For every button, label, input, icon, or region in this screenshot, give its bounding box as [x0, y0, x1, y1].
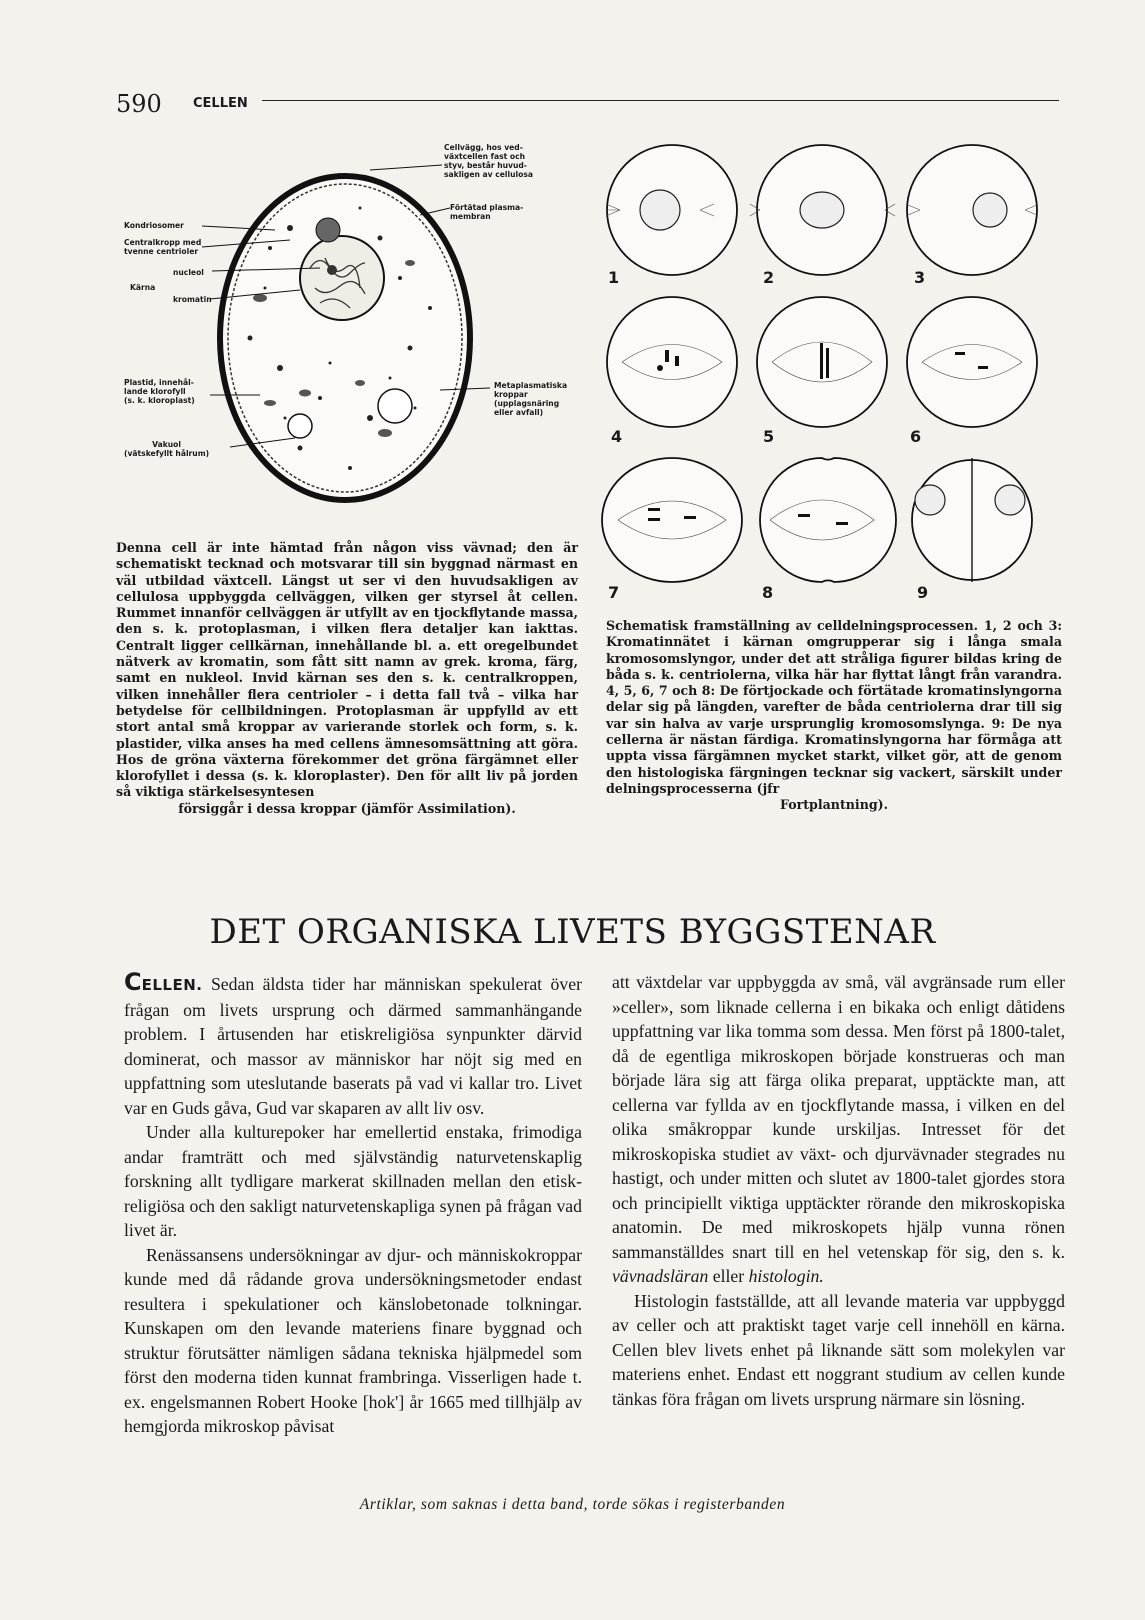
mitosis-number-8: 8 — [762, 583, 774, 602]
mitosis-number-6: 6 — [910, 427, 922, 446]
article-paragraph: Renässansens undersökningar av djur- och människokroppar kunde med då rådande grova undersökningsmetoder endast resultera i spekulationer och känslobetonade tolkningar. Kunskapen om den levande materiens finare byggnad och struktur förutsätter nämligen sådana tekniska hjälpmedel som först den moderna tiden kunnat frambringa. Visserligen hade t. ex. engelsmannen Robert Hooke [hok'] år 1665 med tillhjälp av hemgjorda mikroskop påvisat — [124, 1244, 582, 1436]
mitosis-figure-caption: Schematisk framställning av celldelningsprocessen. 1, 2 och 3: Kromatinnätet i kärnan omgrupperar sig i långa smala kromosomslyngor, under det att stråliga figurer bildas kring de båda s. k. centriolerna, vilka här har flyttat långt från varandra. 4, 5, 6, 7 och 8: De förtjockade och förtätade kromatinslyngorna delar sig på längden, varefter de båda centriolerna drar till sig var sin halva av varje ursprunglig kromosomslynga. 9: De nya cellerna är nästan färdiga. Kromatinslyngorna har förmåga att uppta vissa färgämnen mycket starkt, vilket gör, att de genom den histologiska färgningen tecknar sig vackert, särskilt under delningsprocesserna (jfr Fortplantning). — [606, 618, 1062, 813]
label-nucleol: nucleol — [173, 268, 204, 277]
page-footer: Artiklar, som saknas i detta band, torde sökas i registerbanden — [359, 1496, 786, 1513]
mitosis-number-7: 7 — [608, 583, 620, 602]
label-vakuol: Vakuol (vätskefyllt hålrum) — [124, 440, 210, 458]
running-head: CELLEN — [193, 96, 248, 111]
mitosis-number-2: 2 — [763, 268, 775, 287]
cell-figure-caption: Denna cell är inte hämtad från någon viss vävnad; den är schematiskt tecknad och motsvarar till sin byggnad närmast en väl utbildad växtcell. Längst ut ser vi den huvudsakligen av cellulosa uppbyggda cellväggen, vilken ger styrsel åt cellen. Rummet innanför cellväggen är utfyllt av en tjockflytande massa, den s. k. protoplasman, i vilken flera detaljer kan iakttas. Centralt ligger cellkärnan, innehållande bl. a. ett oregelbundet nätverk av kromatin, som fått sitt namn av grek. kroma, färg, samt en nukleol. Invid kärnan ses den s. k. centralkroppen, vilken innehåller flera centrioler – i detta fall två – vilka har betydelse för cellbildningen. Protoplasman är uppfylld av ett stort antal små kroppar av varierande storlek och form, s. k. plastider, vilka anses ha med cellens ämnesomsättning att göra. Hos de gröna växterna förekommer det gröna färgämnet eller klorofyllet i dessa (s. k. kloroplaster). Den för allt liv på jorden så viktiga stärkelsesyntesen försiggår i dessa kroppar (jämför Assimilation). — [116, 540, 578, 816]
page-number: 590 — [116, 90, 162, 118]
label-plastid: Plastid, innehål- lande klorofyll (s. k. kloroplast) — [124, 378, 195, 405]
mitosis-number-5: 5 — [763, 427, 775, 446]
mitosis-number-9: 9 — [917, 583, 929, 602]
article-paragraph: Under alla kulturepoker har emellertid enstaka, frimodiga andar framträtt och med självständig naturvetenskaplig forskning allt tydligare markerat skillnaden mellan den etisk-religiösa och den sakligt naturvetenskapliga synen på frågan vad livet är. — [124, 1122, 582, 1240]
label-kondriosomer: Kondriosomer — [124, 221, 184, 230]
mitosis-number-1: 1 — [608, 268, 620, 287]
article-paragraph: att växtdelar var uppbyggda av små, väl avgränsade rum eller »celler», som liknade cellerna i en bikaka och enligt dåtidens uppfattning var lika tomma som dessa. Men först på 1800-talet, då de egentliga mikroskopen började konstrueras och man började lära sig att färga olika preparat, upptäckte man, att cellerna var fyllda av en tjockflytande massa, i vilken en del olika småkroppar kunde urskiljas. Intresset för det mikroskopiska studiet av växt- och djurvävnader stegrades nu hastigt, och under mitten och slutet av 1800-talet gjordes stora och principiellt viktiga upptäckter rörande den mikroskopiska anatomin. De med mikroskopets hjälp vunna rönen sammanställdes snart till en hel vetenskap för sig, den s. k. vävnadsläran eller histologin. — [612, 972, 1065, 1286]
mitosis-number-3: 3 — [914, 268, 926, 287]
article-heading: DET ORGANISKA LIVETS BYGGSTENAR — [209, 912, 936, 952]
label-kromatin: kromatin — [173, 295, 212, 304]
article-paragraph: CELLEN. Sedan äldsta tider har människan spekulerat över frågan om livets ursprung och därmed sammanhängande problem. I årtusenden har etiskreligiösa synpunkter därvid dominerat, och massor av människor har nöjt sig med en uppfattning som uteslutande baserats på vad vi kallar tro. Livet var en Guds gåva, Gud var skaparen av allt liv osv. — [124, 968, 582, 1118]
label-centralkropp: Centralkropp med tvenne centrioler — [124, 238, 202, 256]
mitosis-illustration — [600, 138, 1060, 598]
label-karna: Kärna — [130, 283, 156, 292]
label-cellvagg: Cellvägg, hos ved- växtcellen fast och styv, består huvud- sakligen av cellulosa — [444, 143, 533, 179]
label-metaplasmatiska: Metaplasmatiska kroppar (upplagsnäring eller avfall) — [494, 381, 568, 417]
article-paragraph: Histologin fastställde, att all levande materia var uppbyggd av celler och att praktiskt taget varje cell innehöll en kärna. Cellen blev livets enhet på liknande sätt som molekylen var materiens enhet. Endast ett noggrant studium av cellen kunde tänkas föra frågan om livets ursprung närmare sin lösning. — [612, 1290, 1065, 1409]
article-column-right — [612, 970, 1065, 1411]
lead-word: ELLEN. — [141, 976, 203, 994]
mitosis-number-4: 4 — [611, 427, 623, 446]
label-fortatad-plasmamembran: Förtätad plasma- membran — [450, 203, 524, 221]
drop-cap: C — [124, 968, 142, 996]
header-rule — [262, 100, 1059, 101]
article-column-left — [124, 970, 582, 1439]
label-leader-lines — [120, 140, 580, 470]
